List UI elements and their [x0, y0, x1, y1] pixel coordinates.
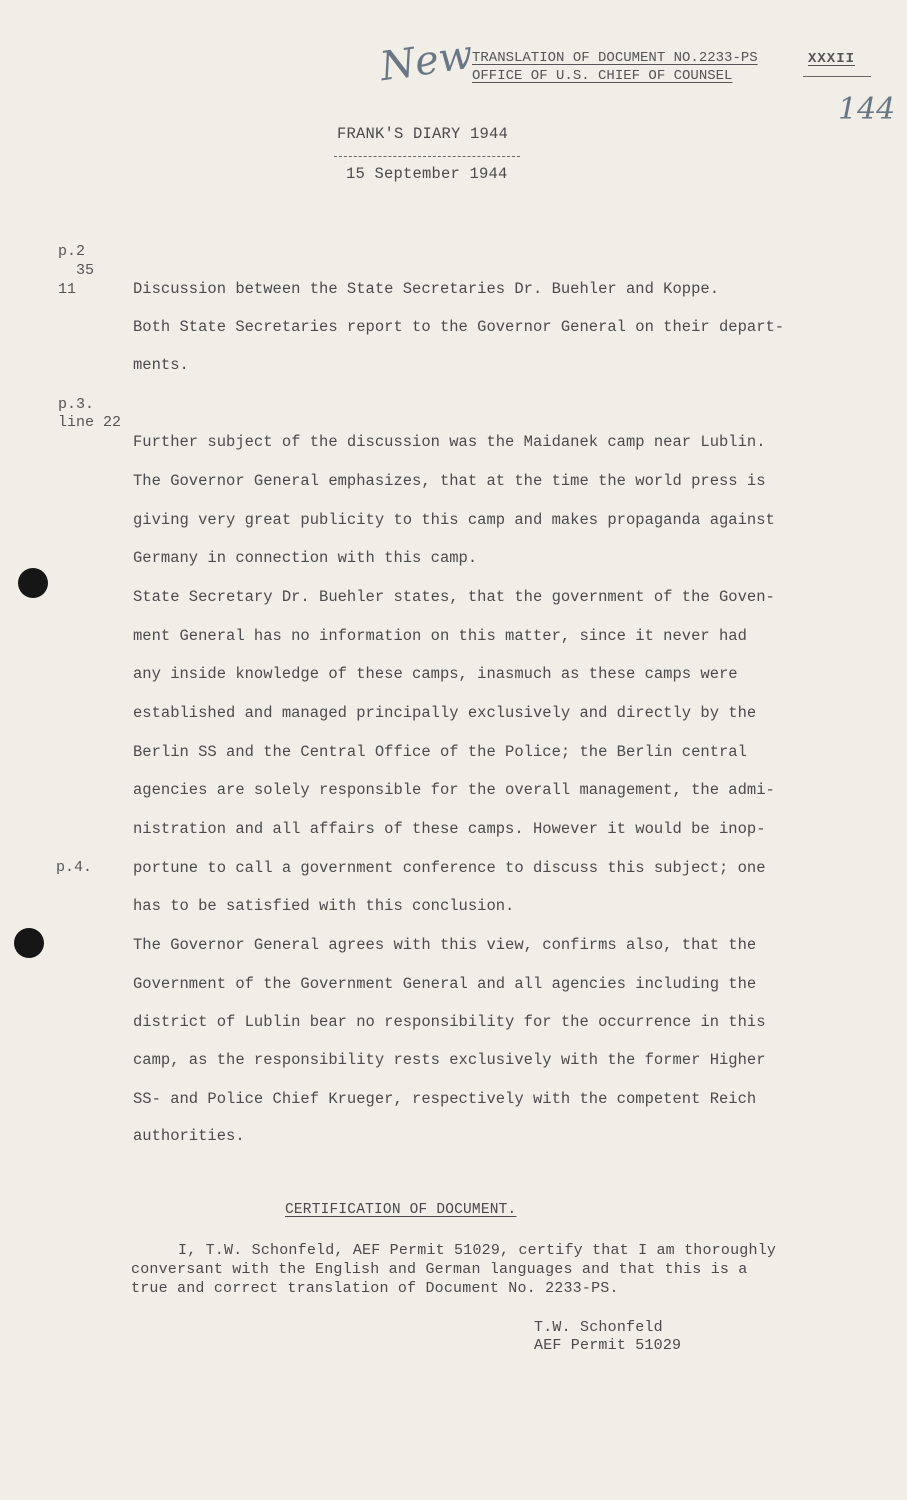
header-roman-numeral: XXXII: [808, 51, 856, 67]
body-line: Government of the Government General and all agencies including the: [133, 975, 757, 993]
body-line: ments.: [133, 356, 189, 374]
handwritten-page-number: 144: [838, 92, 896, 127]
body-line: The Governor General emphasizes, that at the time the world press is: [133, 472, 766, 490]
certification-heading: CERTIFICATION OF DOCUMENT.: [285, 1202, 517, 1218]
body-line: agencies are solely responsible for the overall management, the admi-: [133, 781, 775, 799]
body-line: portune to call a government conference to discuss this subject; one: [133, 859, 766, 877]
punch-hole-bottom: [14, 928, 44, 958]
header-office-line: OFFICE OF U.S. CHIEF OF COUNSEL: [472, 68, 733, 84]
body-line: The Governor General agrees with this view, confirms also, that the: [133, 936, 757, 954]
certification-line: I, T.W. Schonfeld, AEF Permit 51029, certify that I am thoroughly: [178, 1242, 777, 1259]
signature-name: T.W. Schonfeld: [534, 1319, 663, 1336]
body-line: district of Lublin bear no responsibility for the occurrence in this: [133, 1013, 766, 1031]
header-rule: [803, 76, 871, 77]
signature-permit: AEF Permit 51029: [534, 1337, 682, 1354]
diary-title: FRANK'S DIARY 1944: [337, 125, 509, 143]
body-line: camp, as the responsibility rests exclusively with the former Higher: [133, 1051, 766, 1069]
margin-note-p2-11: 11: [58, 281, 77, 298]
title-divider: [334, 156, 520, 157]
body-line: Both State Secretaries report to the Governor General on their depart-: [133, 318, 785, 336]
body-line: Berlin SS and the Central Office of the Police; the Berlin central: [133, 743, 747, 761]
punch-hole-top: [18, 568, 48, 598]
body-line: Germany in connection with this camp.: [133, 549, 478, 567]
body-line: giving very great publicity to this camp and makes propaganda against: [133, 511, 775, 529]
margin-note-p2: p.2: [58, 243, 86, 260]
body-line: Discussion between the State Secretaries Dr. Buehler and Koppe.: [133, 280, 719, 298]
body-line: established and managed principally exclusively and directly by the: [133, 704, 757, 722]
certification-line: conversant with the English and German languages and that this is a: [131, 1261, 748, 1278]
margin-note-p3: p.3.: [58, 396, 95, 413]
handwritten-new-mark: New: [377, 31, 476, 91]
body-line: ment General has no information on this matter, since it never had: [133, 627, 747, 645]
diary-date: 15 September 1944: [346, 165, 508, 183]
header-translation-line: TRANSLATION OF DOCUMENT NO.2233-PS: [472, 50, 758, 66]
body-line: nistration and all affairs of these camps. However it would be inop-: [133, 820, 766, 838]
certification-line: true and correct translation of Document No. 2233-PS.: [131, 1280, 619, 1297]
body-line: Further subject of the discussion was the Maidanek camp near Lublin.: [133, 433, 766, 451]
margin-note-p4: p.4.: [56, 859, 93, 876]
body-line: SS- and Police Chief Krueger, respectively with the competent Reich: [133, 1090, 757, 1108]
body-line: authorities.: [133, 1127, 245, 1145]
margin-note-p2-35: 35: [76, 262, 95, 279]
margin-note-p3-line: line 22: [58, 414, 122, 431]
body-line: has to be satisfied with this conclusion.: [133, 897, 515, 915]
body-line: any inside knowledge of these camps, inasmuch as these camps were: [133, 665, 738, 683]
body-line: State Secretary Dr. Buehler states, that the government of the Goven-: [133, 588, 775, 606]
